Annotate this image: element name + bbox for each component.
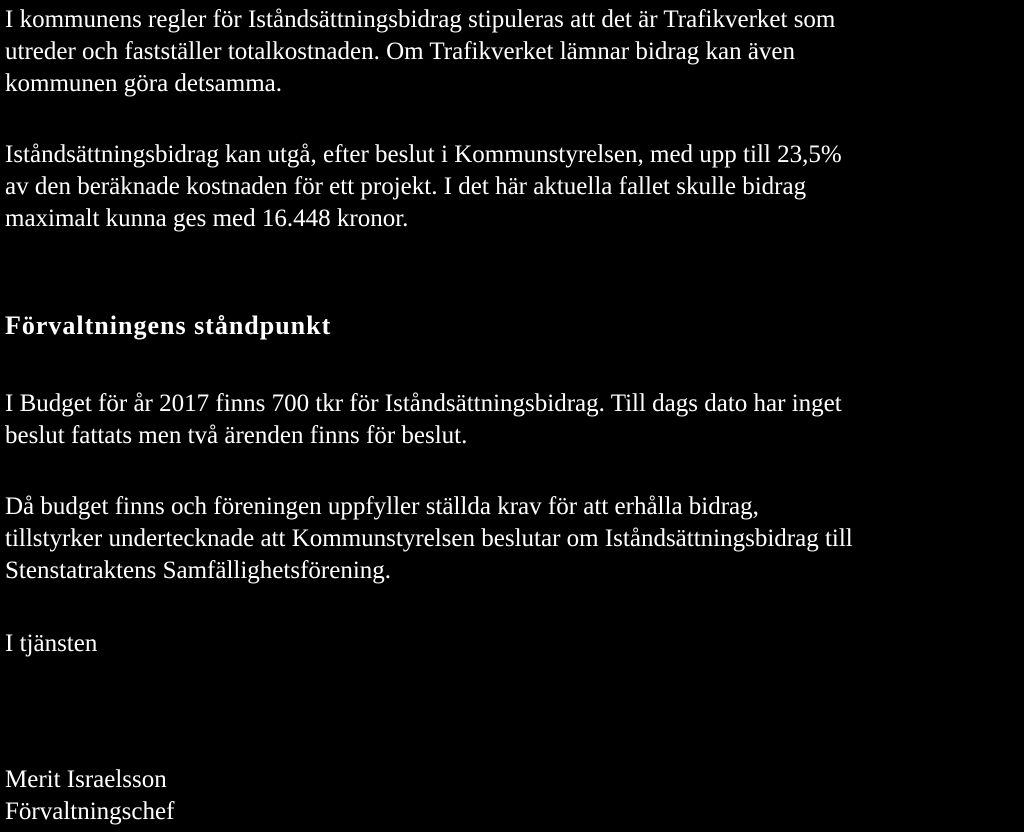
text-line: beslut fattats men två ärenden finns för beslut.	[5, 422, 468, 449]
signature-name: Merit Israelsson	[5, 766, 167, 793]
text-line: Stenstatraktens Samfällighetsförening.	[5, 557, 392, 584]
text-line: Iståndsättningsbidrag kan utgå, efter beslut i Kommunstyrelsen, med upp till 23,5%	[5, 141, 842, 168]
text-line: I kommunens regler för Iståndsättningsbidrag stipuleras att det är Trafikverket som	[5, 6, 836, 33]
signature-block	[5, 764, 174, 828]
paragraph-grant-amount	[5, 139, 842, 235]
paragraph-recommendation	[5, 491, 853, 587]
signature-title: Förvaltningschef	[5, 798, 175, 825]
text-line: utreder och fastställer totalkostnaden. Om Trafikverket lämnar bidrag kan även	[5, 38, 796, 65]
text-line: kommunen göra detsamma.	[5, 70, 283, 97]
text-line: Då budget finns och föreningen uppfyller ställda krav för att erhålla bidrag,	[5, 493, 759, 520]
text-line: tillstyrker undertecknade att Kommunstyrelsen beslutar om Iståndsättningsbidrag till	[5, 525, 853, 552]
text-line: I Budget för år 2017 finns 700 tkr för Iståndsättningsbidrag. Till dags dato har inget	[5, 390, 842, 417]
paragraph-regulations	[5, 4, 835, 100]
text-line: maximalt kunna ges med 16.448 kronor.	[5, 205, 409, 232]
section-heading: Förvaltningens ståndpunkt	[5, 311, 332, 340]
text-line: av den beräknade kostnaden för ett projekt. I det här aktuella fallet skulle bidrag	[5, 173, 807, 200]
closing-phrase: I tjänsten	[5, 630, 98, 657]
paragraph-budget	[5, 388, 842, 452]
